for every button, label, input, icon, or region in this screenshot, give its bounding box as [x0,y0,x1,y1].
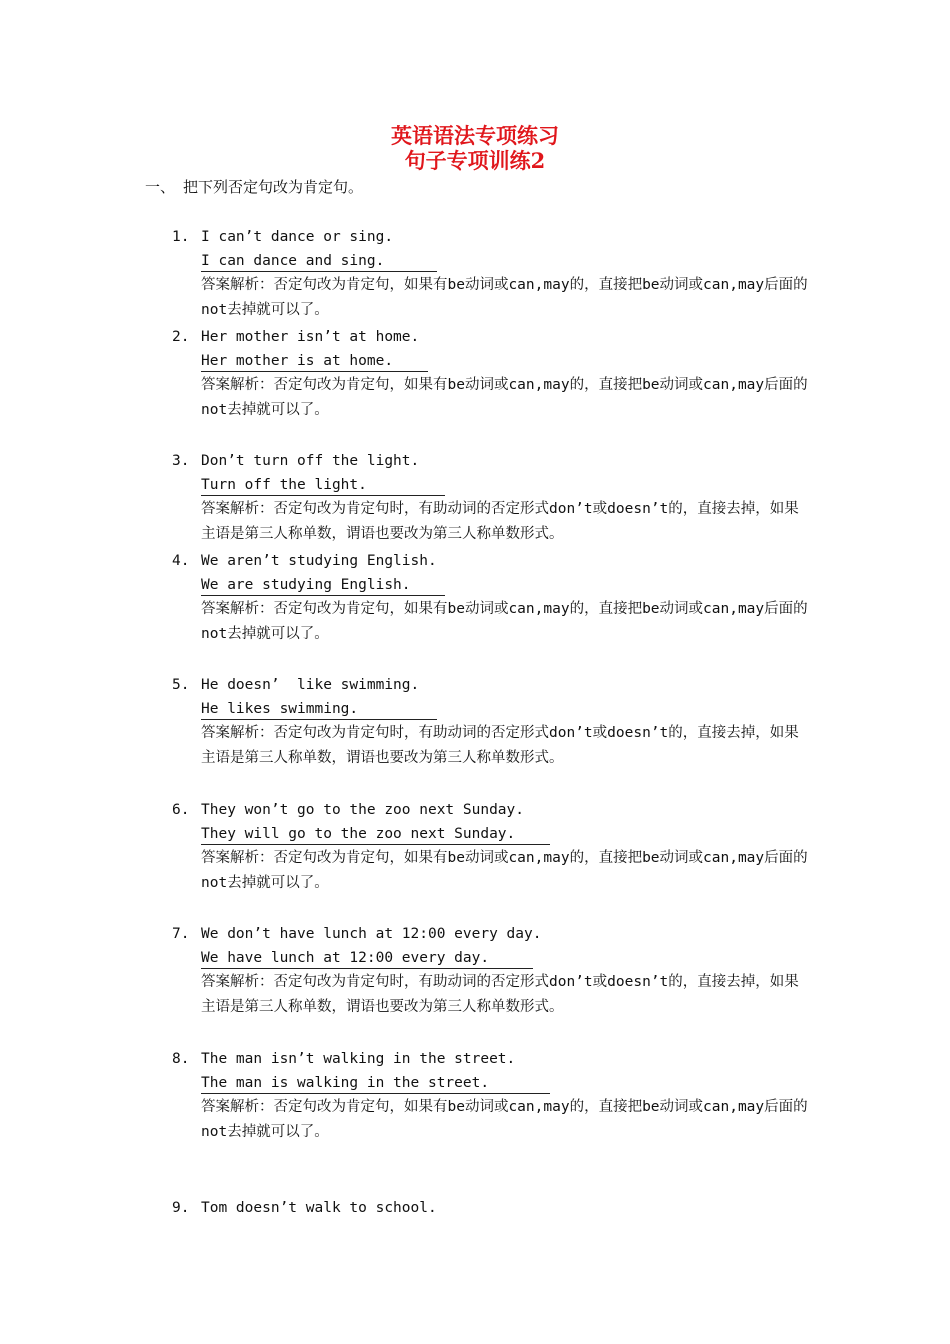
exercise-question: Don’t turn off the light. [201,453,420,469]
exercise-answer: We are studying English. [201,575,445,596]
exercise-explanation: 答案解析：否定句改为肯定句，如果有be动词或can,may的，直接把be动词或can,may后面的not去掉就可以了。 [201,601,808,642]
exercise-question: I can’t dance or sing. [201,229,394,245]
exercise-number: 8. [172,1051,190,1067]
exercise-answer: The man is walking in the street. [201,1073,550,1094]
exercise-number: 9. [172,1200,190,1216]
exercise-explanation: 答案解析：否定句改为肯定句，如果有be动词或can,may的，直接把be动词或can,may后面的not去掉就可以了。 [201,850,808,891]
section-number: 一、 [145,178,176,196]
exercise-answer: Her mother is at home. [201,351,428,372]
exercise-number: 4. [172,553,190,569]
exercise-explanation: 答案解析：否定句改为肯定句，如果有be动词或can,may的，直接把be动词或can,may后面的not去掉就可以了。 [201,377,808,418]
exercise-number: 5. [172,677,190,693]
exercise-question: Her mother isn’t at home. [201,329,420,345]
exercise-answer: I can dance and sing. [201,251,437,272]
exercise-answer: He likes swimming. [201,699,437,720]
exercise-explanation: 答案解析：否定句改为肯定句，如果有be动词或can,may的，直接把be动词或can,may后面的not去掉就可以了。 [201,1099,808,1140]
exercise-number: 6. [172,802,190,818]
exercise-number: 2. [172,329,190,345]
exercise-number: 7. [172,926,190,942]
exercise-question: They won’t go to the zoo next Sunday. [201,802,525,818]
exercise-answer: They will go to the zoo next Sunday. [201,824,550,845]
exercise-explanation: 答案解析：否定句改为肯定句时，有助动词的否定形式don’t或doesn’t的，直接去掉，如果主语是第三人称单数，谓语也要改为第三人称单数形式。 [201,501,799,542]
exercise-question: The man isn’t walking in the street. [201,1051,516,1067]
exercise-question: We don’t have lunch at 12:00 every day. [201,926,542,942]
exercise-question: Tom doesn’t walk to school. [201,1200,437,1216]
document-title: 英语语法专项练习 [391,123,559,148]
exercise-explanation: 答案解析：否定句改为肯定句时，有助动词的否定形式don’t或doesn’t的，直接去掉，如果主语是第三人称单数，谓语也要改为第三人称单数形式。 [201,725,799,766]
exercise-number: 1. [172,229,190,245]
exercise-answer: We have lunch at 12:00 every day. [201,948,533,969]
exercise-explanation: 答案解析：否定句改为肯定句，如果有be动词或can,may的，直接把be动词或can,may后面的not去掉就可以了。 [201,277,808,318]
exercise-number: 3. [172,453,190,469]
exercise-question: He doesn’ like swimming. [201,677,420,693]
section-heading [145,176,363,198]
document-subtitle: 句子专项训练2 [404,148,546,173]
section-instruction: 把下列否定句改为肯定句。 [183,178,364,196]
exercise-answer: Turn off the light. [201,475,445,496]
exercise-explanation: 答案解析：否定句改为肯定句时，有助动词的否定形式don’t或doesn’t的，直接去掉，如果主语是第三人称单数，谓语也要改为第三人称单数形式。 [201,974,799,1015]
exercise-question: We aren’t studying English. [201,553,437,569]
